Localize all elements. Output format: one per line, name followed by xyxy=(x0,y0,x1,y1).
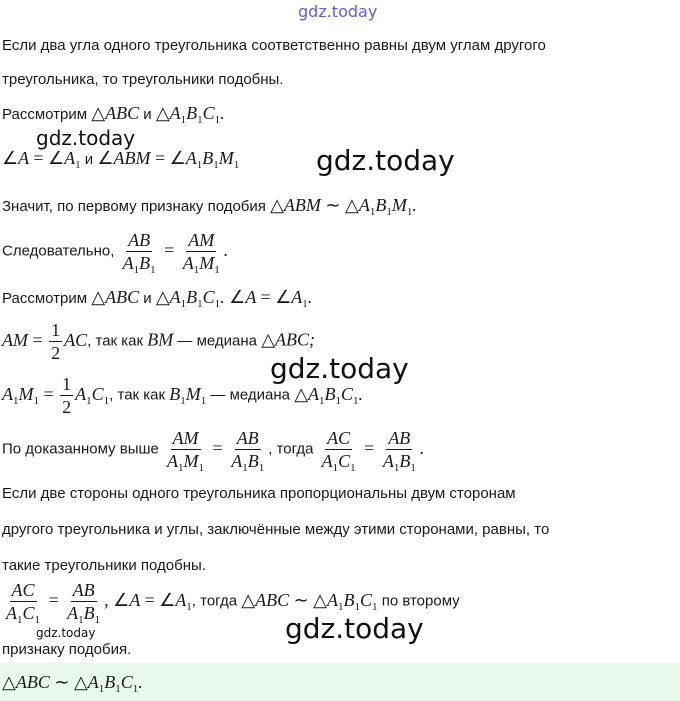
watermark: gdz.today xyxy=(36,126,136,150)
watermark: gdz.today xyxy=(285,612,424,645)
watermark-top: gdz.today xyxy=(298,2,378,21)
watermark: gdz.today xyxy=(270,352,409,385)
answer-text: △ABC ∼ $\triangle A_1B_1C_1$. xyxy=(2,672,143,695)
theorem-1-line-2: треугольника, то треугольники подобны. xyxy=(2,71,284,88)
proportion-line: По доказанному выше $\frac{AM}{A_1M_1}$ = $\frac{AB}{A_1B_1}$ , тогда $\frac{AC}{A_1C_1}$ = $\frac{AB}{A_1B_1}$ . xyxy=(2,428,425,474)
consider-triangles-2: Рассмотрим △ABC и $\triangle A_1B_1C_1$. ∠A = $\angle A_1$. xyxy=(2,287,313,310)
theorem-2-line-2: другого треугольника и углы, заключённые между этими сторонами, равны, то xyxy=(2,521,550,538)
theorem-1-line-1: Если два угла одного треугольника соответственно равны двум углам другого xyxy=(2,37,546,54)
median-equation-1: AM = $\frac{1}{2}$ AC, так как BM — медиана △ABC; xyxy=(2,320,316,363)
answer-box xyxy=(0,663,680,701)
angle-equalities: ∠A = $\angle A_1$ и ∠ABM = $\angle A_1B_1M_1$ xyxy=(2,148,240,171)
ratio-consequence: Следовательно, $\frac{AB}{A_1B_1}$ = $\frac{AM}{A_1M_1}$ . xyxy=(2,230,229,276)
theorem-2-line-1: Если две стороны одного треугольника пропорциональны двум сторонам xyxy=(2,485,516,502)
theorem-2-line-3: такие треугольники подобны. xyxy=(2,557,206,574)
second-similarity-line-2: признаку подобия. xyxy=(2,641,132,658)
second-similarity-line: $\frac{AC}{A_1C_1}$ = $\frac{AB}{A_1B_1}$ , ∠A = $\angle A_1$, тогда △ABC ∼ $\triangle A_1B_1C_1$ по второму xyxy=(6,580,460,626)
watermark: gdz.today xyxy=(36,626,96,640)
consider-triangles-1: Рассмотрим △ABC и $\triangle A_1B_1C_1$. xyxy=(2,103,225,126)
first-similarity-line: Значит, по первому признаку подобия △ABM ∼ $\triangle A_1B_1M_1$. xyxy=(2,195,417,218)
watermark: gdz.today xyxy=(316,144,455,177)
median-equation-2: $A_1M_1$ = $\frac{1}{2}$ $A_1C_1$, так как $B_1M_1$ — медиана $\triangle A_1B_1C_1$. xyxy=(2,374,364,417)
